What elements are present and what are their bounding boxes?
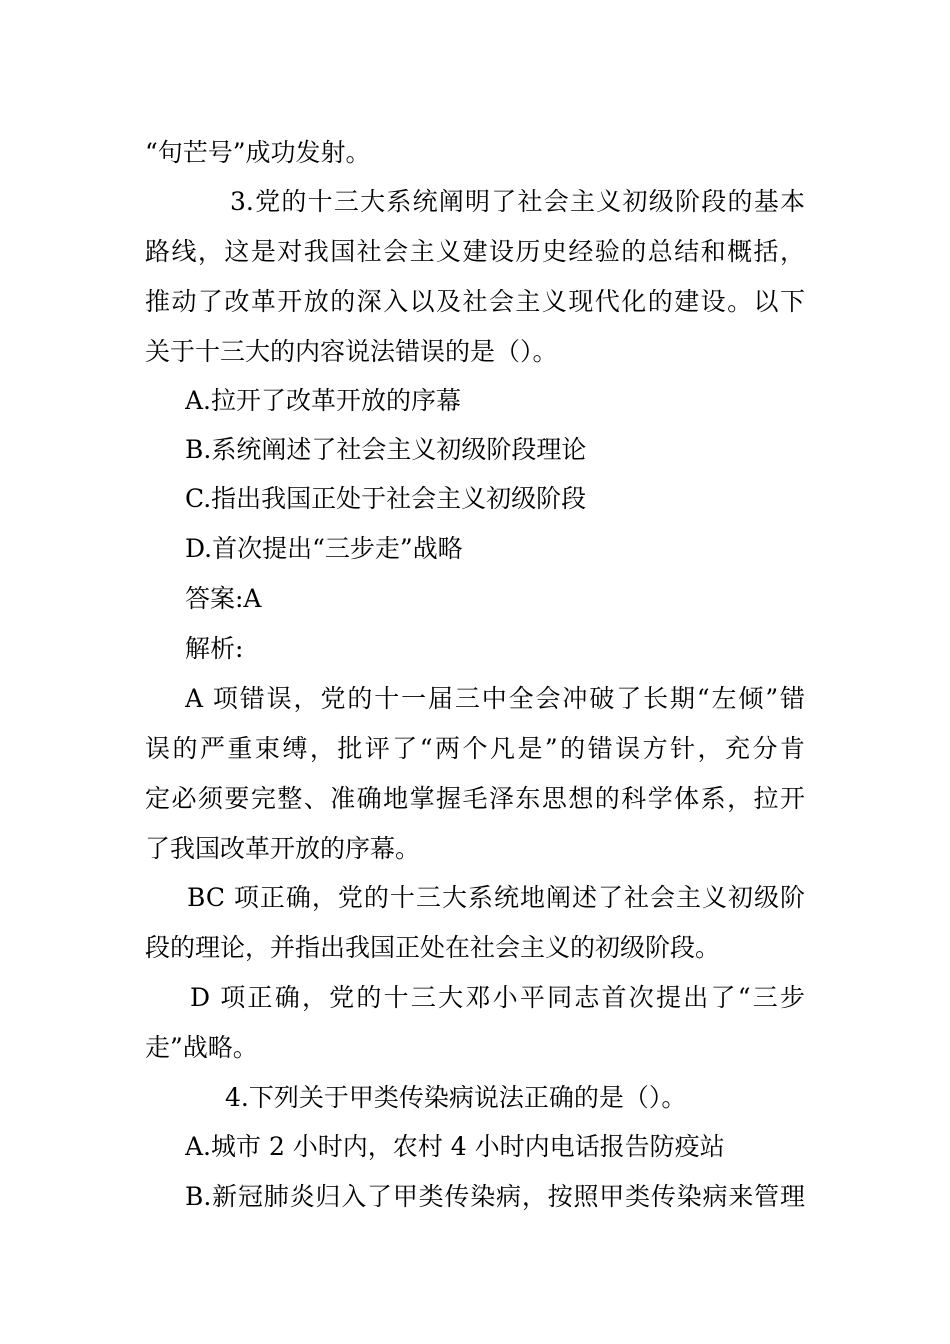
analysis-label: 解析: — [185, 634, 244, 663]
analysis-d-line-1: D 项正确，党的十三大邓小平同志首次提出了“三步 — [190, 983, 805, 1012]
question-3-line-2: 路线，这是对我国社会主义建设历史经验的总结和概括， — [145, 237, 805, 266]
option-c: C.指出我国正处于社会主义初级阶段 — [185, 484, 587, 513]
analysis-d-line-2: 走”战略。 — [145, 1033, 258, 1062]
answer: 答案:A — [185, 584, 262, 613]
question-3-line-1: 3.党的十三大系统阐明了社会主义初级阶段的基本 — [230, 187, 805, 216]
analysis-a-line-1: A 项错误，党的十一届三中全会冲破了长期“左倾”错 — [185, 684, 805, 713]
option-a: A.拉开了改革开放的序幕 — [185, 386, 462, 415]
analysis-a-line-2: 误的严重束缚，批评了“两个凡是”的错误方针，充分肯 — [145, 734, 805, 763]
analysis-a-line-4: 了我国改革开放的序幕。 — [145, 834, 421, 863]
analysis-a-line-3: 定必须要完整、准确地掌握毛泽东思想的科学体系，拉开 — [145, 784, 805, 813]
analysis-bc-line-2: 段的理论，并指出我国正处在社会主义的初级阶段。 — [145, 933, 721, 962]
q4-option-b: B.新冠肺炎归入了甲类传染病，按照甲类传染病来管理 — [185, 1182, 805, 1211]
question-3-line-3: 推动了改革开放的深入以及社会主义现代化的建设。以下 — [145, 287, 805, 316]
analysis-bc-line-1: BC 项正确，党的十三大系统地阐述了社会主义初级阶 — [187, 883, 805, 912]
option-d: D.首次提出“三步走”战略 — [185, 534, 463, 563]
q4-option-a: A.城市 2 小时内，农村 4 小时内电话报告防疫站 — [185, 1132, 725, 1161]
question-3-line-4: 关于十三大的内容说法错误的是（）。 — [145, 337, 558, 366]
question-4: 4.下列关于甲类传染病说法正确的是（）。 — [225, 1083, 687, 1112]
option-b: B.系统阐述了社会主义初级阶段理论 — [185, 435, 587, 464]
text-line-continuation: “句芒号”成功发射。 — [145, 138, 371, 167]
